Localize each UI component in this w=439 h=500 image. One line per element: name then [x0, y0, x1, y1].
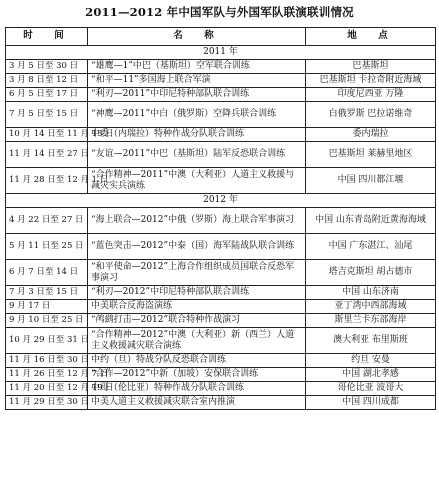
row-place: 斯里兰卡东部海岸 [306, 314, 436, 328]
row-name: 中美联合反海盗演练 [88, 300, 306, 314]
row-place: 中国 四川都江堰 [306, 168, 436, 194]
row-date: 11 月 29 日至 30 日 [6, 396, 88, 410]
header-time: 时 间 [6, 28, 88, 46]
table-row [6, 60, 436, 74]
table-row [6, 142, 436, 168]
row-name: “神鹰—2011”中白（俄罗斯）空降兵联合训练 [88, 102, 306, 128]
row-date: 11 月 28 日至 12 月 1 日 [6, 168, 88, 194]
row-date: 7 月 5 日至 15 日 [6, 102, 88, 128]
row-date: 3 月 8 日至 12 日 [6, 74, 88, 88]
row-name: “利刃—2011”中印尼特种部队联合训练 [88, 88, 306, 102]
row-name: “雄鹰—1”中巴（基斯坦）空军联合训练 [88, 60, 306, 74]
table-row [6, 328, 436, 354]
year-label: 2011 年 [6, 46, 436, 60]
row-date: 11 月 26 日至 12 月 7 日 [6, 368, 88, 382]
row-name: “合作精神—2011”中澳（大利亚）人道主义救援与减灾实兵演练 [88, 168, 306, 194]
table-row [6, 382, 436, 396]
row-place: 中国 山东青岛附近黄海海域 [306, 208, 436, 234]
row-date: 6 月 7 日至 14 日 [6, 260, 88, 286]
table-row [6, 128, 436, 142]
table-row [6, 286, 436, 300]
table-row [6, 354, 436, 368]
row-date: 9 月 10 日至 25 日 [6, 314, 88, 328]
row-place: 哥伦比亚 波哥大 [306, 382, 436, 396]
row-place: 巴基斯坦 莱赫里地区 [306, 142, 436, 168]
row-place: 委内瑞拉 [306, 128, 436, 142]
table-row [6, 300, 436, 314]
year-row-2012 [6, 194, 436, 208]
row-place: 澳大利亚 布里斯班 [306, 328, 436, 354]
row-date: 11 月 20 日至 12 月 19 日 [6, 382, 88, 396]
row-name: 中委（内瑞拉）特种作战分队联合训练 [88, 128, 306, 142]
header-place: 地 点 [306, 28, 436, 46]
row-date: 6 月 5 日至 17 日 [6, 88, 88, 102]
header-name: 名 称 [88, 28, 306, 46]
row-name: “蓝色突击—2012”中泰（国）海军陆战队联合训练 [88, 234, 306, 260]
row-date: 10 月 14 日至 11 月 13 日 [6, 128, 88, 142]
table-title: 2011—2012 年中国军队与外国军队联演联训情况 [85, 5, 354, 19]
row-date: 11 月 14 日至 27 日 [6, 142, 88, 168]
table-row [6, 74, 436, 88]
row-place: 亚丁湾中西部海域 [306, 300, 436, 314]
row-place: 巴基斯坦 卡拉奇附近海域 [306, 74, 436, 88]
table-row [6, 260, 436, 286]
row-name: “合作—2012”中新（加坡）安保联合训练 [88, 368, 306, 382]
table-row [6, 88, 436, 102]
row-name: “鸬鹚打击—2012”联合特种作战演习 [88, 314, 306, 328]
row-place: 中国 山东济南 [306, 286, 436, 300]
row-place: 中国 广东湛江、汕尾 [306, 234, 436, 260]
header-row [6, 28, 436, 46]
row-name: 中约（旦）特战分队反恐联合训练 [88, 354, 306, 368]
row-date: 4 月 22 日至 27 日 [6, 208, 88, 234]
row-name: 中美人道主义救援减灾联合室内推演 [88, 396, 306, 410]
row-place: 巴基斯坦 [306, 60, 436, 74]
row-date: 9 月 17 日 [6, 300, 88, 314]
row-date: 3 月 5 日至 30 日 [6, 60, 88, 74]
row-date: 7 月 3 日至 15 日 [6, 286, 88, 300]
row-place: 印度尼西亚 万隆 [306, 88, 436, 102]
year-row-2011 [6, 46, 436, 60]
row-name: 中哥（伦比亚）特种作战分队联合训练 [88, 382, 306, 396]
table-row [6, 102, 436, 128]
row-name: “利刃—2012”中印尼特种部队联合训练 [88, 286, 306, 300]
exercise-table [5, 27, 436, 410]
table-row [6, 368, 436, 382]
row-name: “和平使命—2012”上海合作组织成员国联合反恐军事演习 [88, 260, 306, 286]
row-place: 中国 湖北孝感 [306, 368, 436, 382]
row-place: 中国 四川成都 [306, 396, 436, 410]
table-row [6, 314, 436, 328]
row-date: 5 月 11 日至 25 日 [6, 234, 88, 260]
table-row [6, 396, 436, 410]
row-name: “友谊—2011”中巴（基斯坦）陆军反恐联合训练 [88, 142, 306, 168]
table-row [6, 234, 436, 260]
row-date: 10 月 29 日至 31 日 [6, 328, 88, 354]
row-place: 约旦 安曼 [306, 354, 436, 368]
table-row [6, 168, 436, 194]
year-label: 2012 年 [6, 194, 436, 208]
row-place: 白俄罗斯 巴拉诺维奇 [306, 102, 436, 128]
row-place: 塔吉克斯坦 胡占德市 [306, 260, 436, 286]
row-name: “海上联合—2012”中俄（罗斯）海上联合军事演习 [88, 208, 306, 234]
row-date: 11 月 16 日至 30 日 [6, 354, 88, 368]
row-name: “和平—11”多国海上联合军演 [88, 74, 306, 88]
row-name: “合作精神—2012”中澳（大利亚）新（西兰）人道主义救援减灾联合演练 [88, 328, 306, 354]
table-row [6, 208, 436, 234]
